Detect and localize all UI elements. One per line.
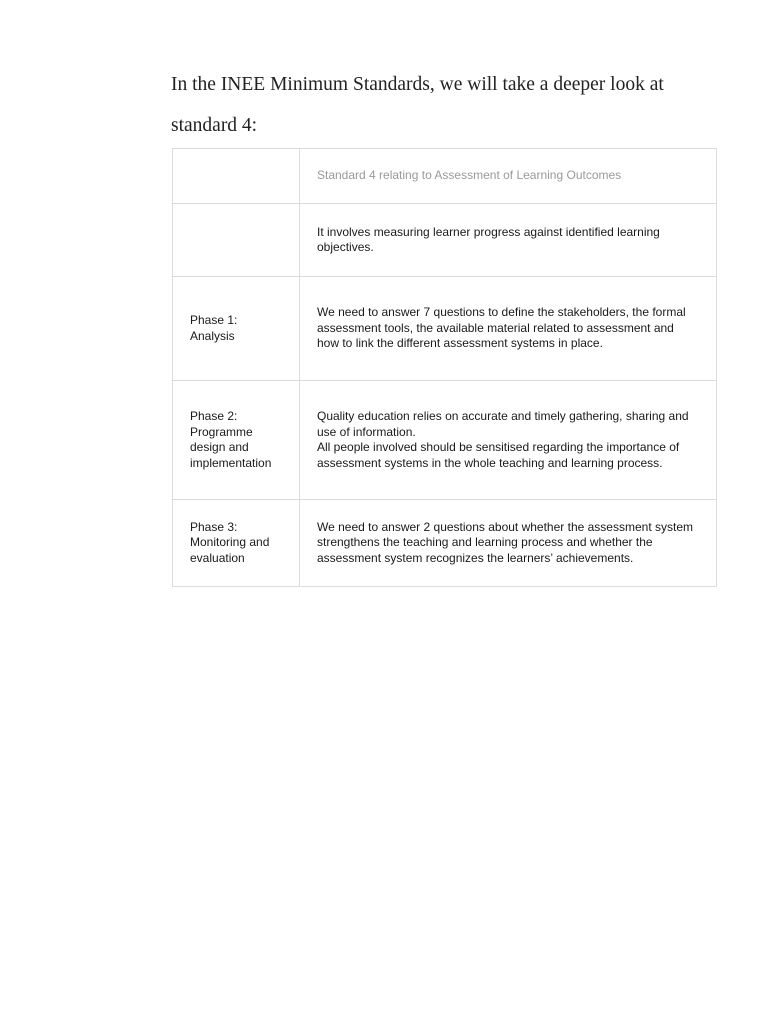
standard-4-table — [172, 148, 717, 587]
table-row — [173, 204, 717, 277]
table-row — [173, 277, 717, 381]
table-row — [173, 381, 717, 500]
phase-cell: Phase 2: Programme design and implementation — [173, 381, 300, 500]
intro-paragraph: In the INEE Minimum Standards, we will take a deeper look at standard 4: — [171, 74, 664, 136]
description-cell: Quality education relies on accurate and timely gathering, sharing and use of information. All people involved should be sensitised regarding the importance of assessment systems in the whole teaching and learning process. — [300, 381, 717, 500]
phase-cell — [173, 204, 300, 277]
description-cell: It involves measuring learner progress against identified learning objectives. — [300, 204, 717, 277]
table-title-cell: Standard 4 relating to Assessment of Learning Outcomes — [300, 149, 717, 204]
table-row — [173, 500, 717, 587]
phase-cell: Phase 1: Analysis — [173, 277, 300, 381]
header-empty-cell — [173, 149, 300, 204]
description-cell: We need to answer 2 questions about whether the assessment system strengthens the teaching and learning process and whether the assessment system recognizes the learners’ achievements. — [300, 500, 717, 587]
table-header-row — [173, 149, 717, 204]
description-cell: We need to answer 7 questions to define the stakeholders, the formal assessment tools, the available material related to assessment and how to link the different assessment systems in place. — [300, 277, 717, 381]
phase-cell: Phase 3: Monitoring and evaluation — [173, 500, 300, 587]
